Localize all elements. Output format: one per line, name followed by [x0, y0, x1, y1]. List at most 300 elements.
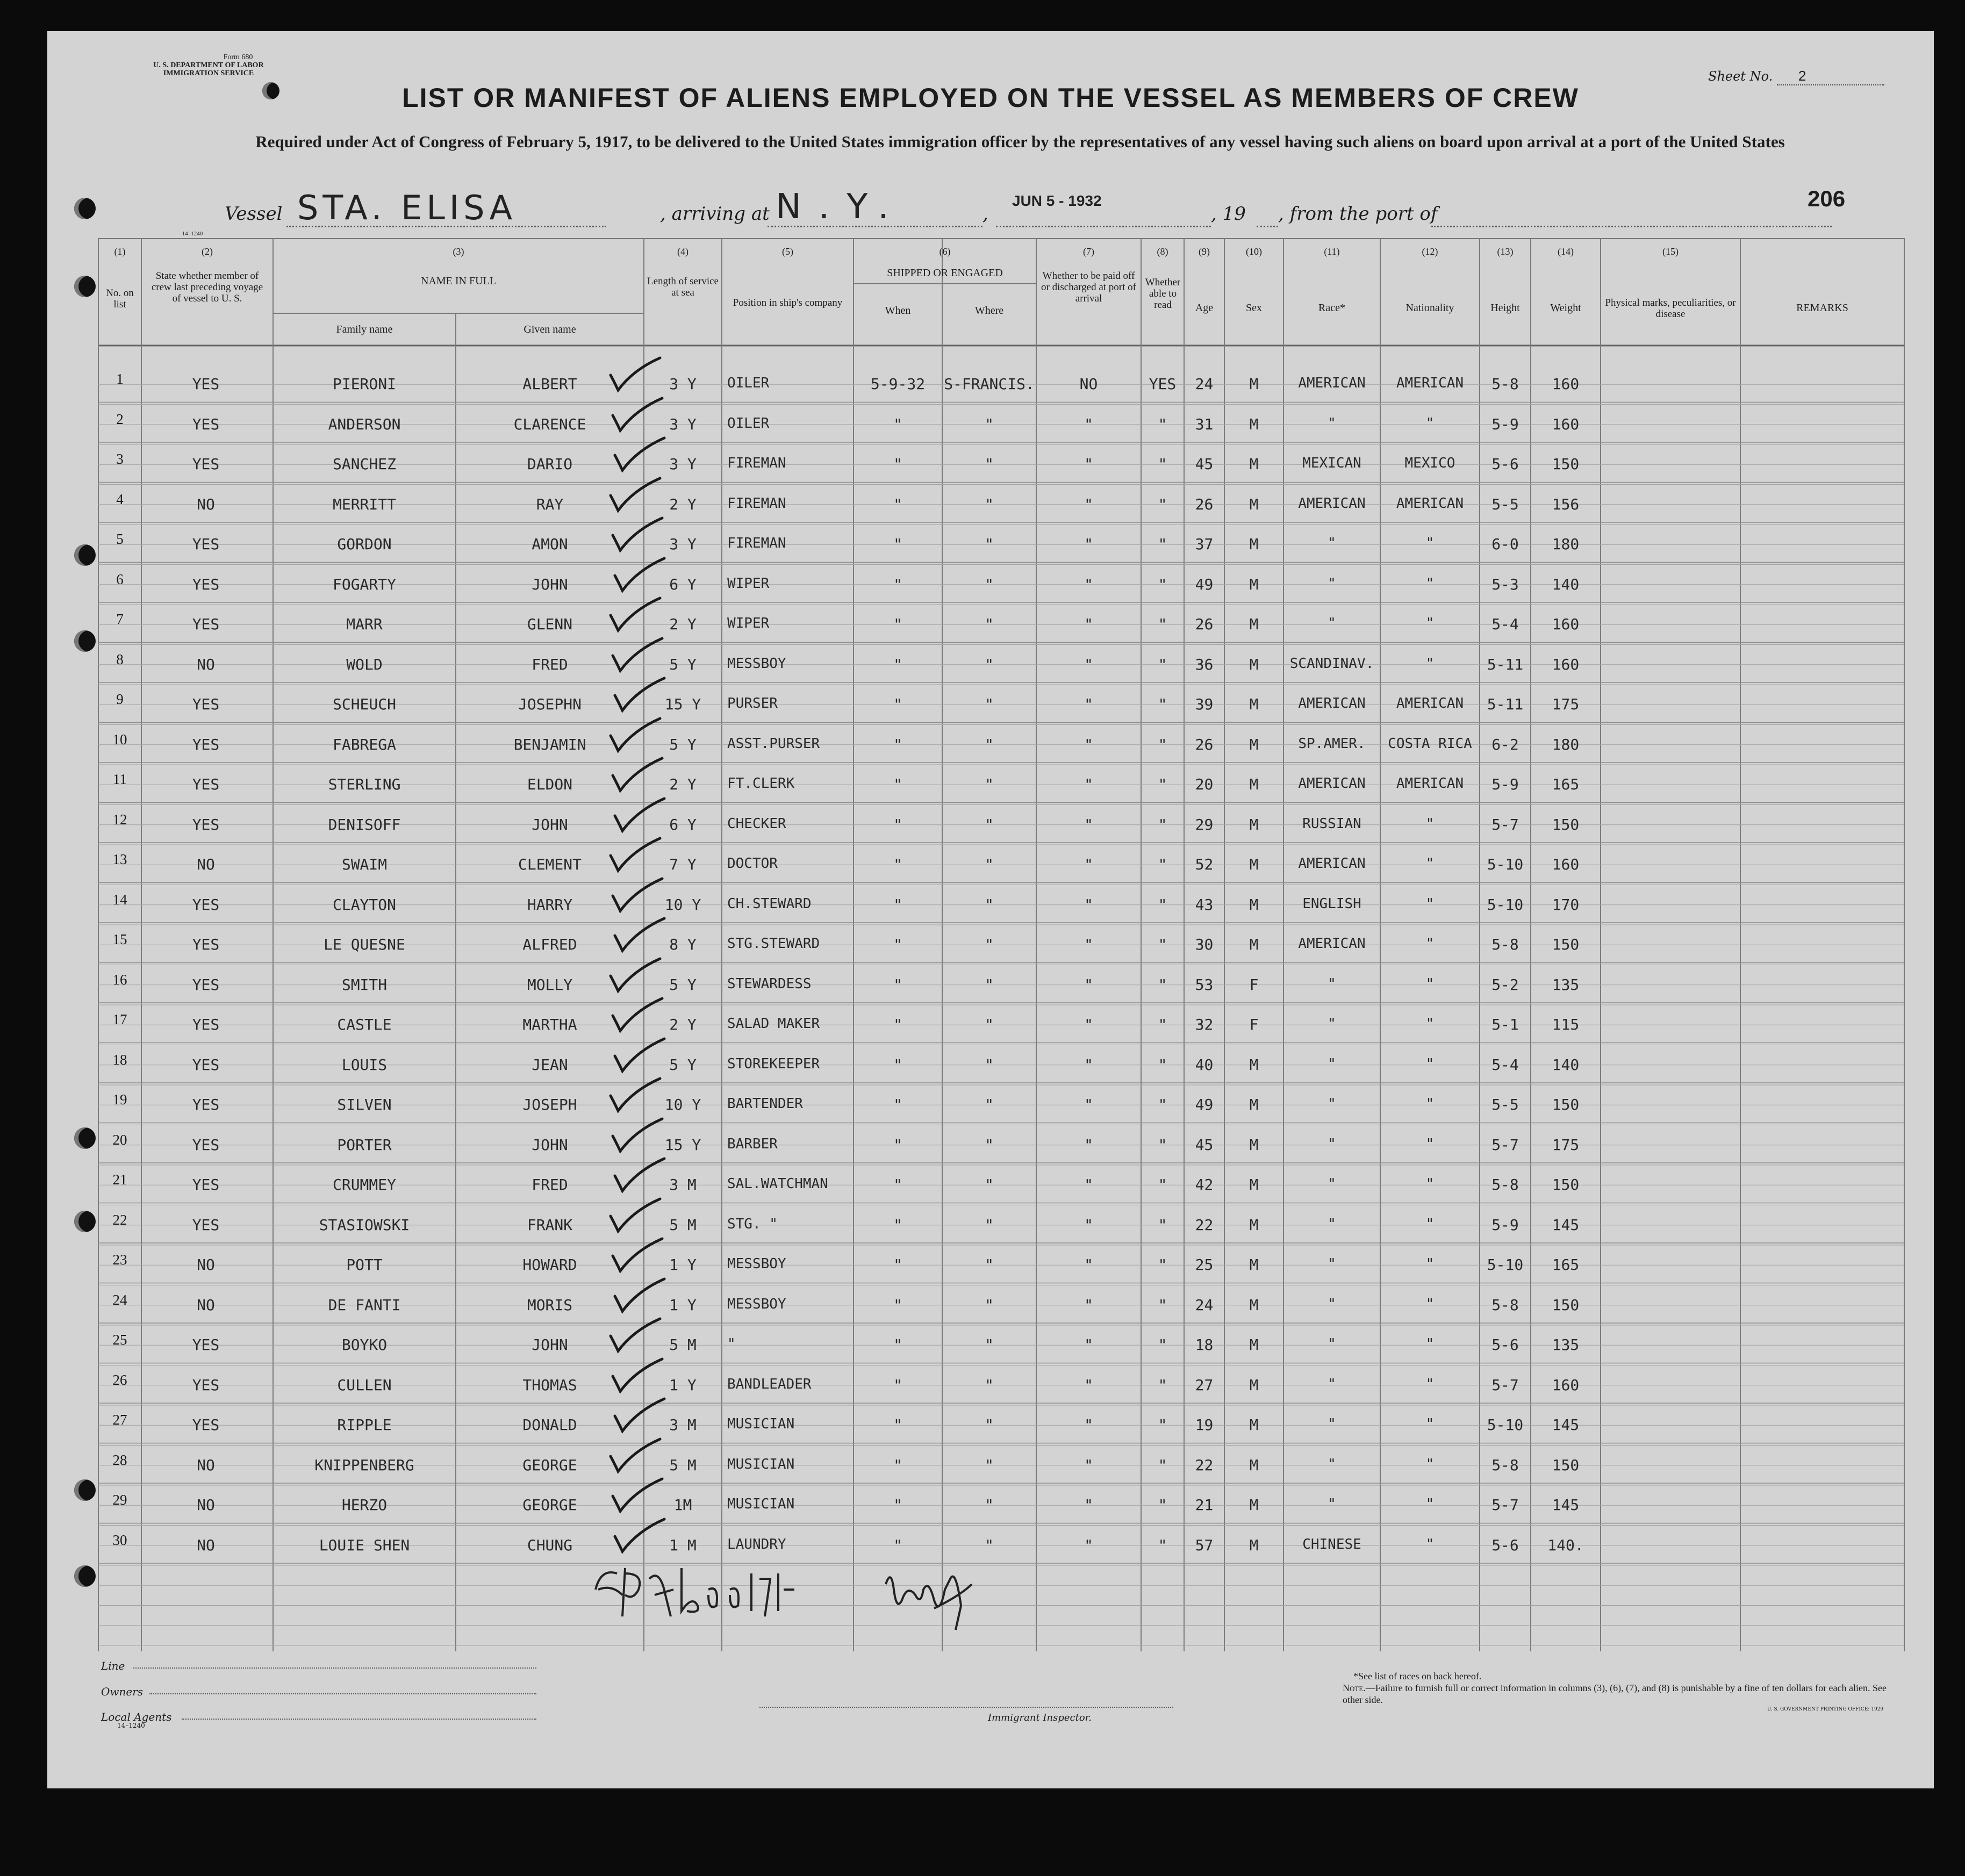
cell-nationality: " — [1425, 1296, 1435, 1312]
cell-weight: 140 — [1552, 1055, 1580, 1074]
cell-nationality: " — [1425, 1016, 1435, 1032]
column-number: (15) — [1662, 246, 1679, 257]
cell-sex: M — [1249, 655, 1259, 673]
check-mark-icon — [603, 1115, 668, 1158]
cell-nationality: AMERICAN — [1396, 695, 1464, 711]
cell-service-length: 1 Y — [669, 1256, 697, 1274]
cell-family-name: MARR — [346, 615, 383, 633]
cell-shipped-when: " — [893, 936, 902, 953]
cell-paid-off: " — [1084, 1096, 1093, 1113]
cell-family-name: RIPPLE — [337, 1416, 392, 1434]
cell-height: 5-6 — [1491, 455, 1519, 473]
cell-position: PURSER — [727, 695, 778, 711]
cell-service-length: 5 Y — [669, 735, 697, 753]
cell-family-name: KNIPPENBERG — [314, 1456, 414, 1474]
header-where: Where — [974, 305, 1004, 317]
fine-note: Note.—Failure to furnish full or correct information in columns (3), (6), (7), and (8) is punishable by a fine of ten dollars for each alien. See other side. — [1343, 1683, 1887, 1705]
cell-given-name: FRED — [532, 655, 568, 673]
cell-nationality: " — [1425, 1416, 1435, 1432]
cell-sex: M — [1249, 1496, 1259, 1514]
check-mark-icon — [601, 1435, 665, 1478]
cell-nationality: " — [1425, 1176, 1435, 1192]
cell-paid-off: " — [1084, 1176, 1093, 1194]
cell-previous-voyage: YES — [192, 1336, 220, 1354]
column-number: (14) — [1558, 246, 1574, 257]
cell-age: 45 — [1195, 455, 1214, 473]
cell-position: SALAD MAKER — [727, 1016, 820, 1032]
cell-family-name: POTT — [346, 1256, 383, 1274]
cell-sex: M — [1249, 1096, 1259, 1113]
cell-given-name: JOSEPHN — [518, 695, 582, 713]
cell-able-to-read: " — [1158, 936, 1167, 953]
cell-family-name: LE QUESNE — [324, 936, 405, 953]
cell-sex: M — [1249, 735, 1259, 753]
cell-given-name: ELDON — [527, 775, 573, 793]
cell-nationality: AMERICAN — [1396, 495, 1464, 512]
cell-nationality: " — [1425, 856, 1435, 872]
cell-given-name: JOHN — [532, 575, 568, 593]
cell-nationality: " — [1425, 1256, 1435, 1272]
cell-weight: 150 — [1552, 815, 1580, 833]
cell-paid-off: " — [1084, 815, 1093, 833]
cell-family-name: HERZO — [341, 1496, 388, 1514]
sheet-number-label: Sheet No. — [1708, 69, 1773, 84]
cell-row-number: 2 — [116, 411, 124, 427]
check-mark-icon — [601, 954, 665, 997]
cell-given-name: GLENN — [527, 615, 573, 633]
cell-position: MUSICIAN — [727, 1416, 795, 1432]
cell-shipped-when: " — [893, 735, 902, 753]
cell-service-length: 5 M — [669, 1216, 697, 1234]
cell-race: " — [1328, 1055, 1336, 1072]
cell-previous-voyage: YES — [192, 775, 220, 793]
cell-race: " — [1328, 1456, 1336, 1472]
cell-row-number: 18 — [112, 1051, 127, 1068]
cell-race: " — [1328, 1176, 1336, 1192]
service-label: IMMIGRATION SERVICE — [163, 69, 254, 77]
check-mark-icon — [605, 554, 670, 597]
cell-family-name: SANCHEZ — [332, 455, 396, 473]
header-race: Race* — [1318, 302, 1345, 314]
cell-height: 5-8 — [1491, 1296, 1519, 1314]
cell-shipped-where: " — [985, 815, 994, 833]
cell-row-number: 23 — [112, 1252, 127, 1268]
check-mark-icon — [603, 1475, 668, 1518]
cell-service-length: 8 Y — [669, 936, 697, 953]
cell-service-length: 15 Y — [664, 695, 701, 713]
cell-previous-voyage: YES — [192, 1096, 220, 1113]
cell-row-number: 13 — [112, 851, 127, 867]
check-mark-icon — [603, 1355, 668, 1398]
cell-weight: 160 — [1552, 375, 1580, 393]
cell-able-to-read: " — [1158, 1096, 1167, 1113]
cell-age: 24 — [1195, 375, 1214, 393]
check-mark-icon — [605, 1275, 670, 1318]
cell-shipped-where: " — [985, 1135, 994, 1154]
cell-position: STOREKEEPER — [727, 1055, 820, 1072]
check-mark-icon — [603, 754, 668, 797]
cell-height: 5-7 — [1491, 815, 1519, 833]
cell-able-to-read: " — [1158, 535, 1167, 553]
cell-given-name: JOHN — [532, 815, 568, 833]
cell-sex: F — [1249, 975, 1259, 994]
cell-given-name: DONALD — [522, 1416, 577, 1434]
cell-nationality: " — [1425, 1536, 1435, 1552]
cell-given-name: GEORGE — [522, 1456, 577, 1474]
cell-position: FIREMAN — [727, 535, 786, 551]
cell-age: 52 — [1195, 856, 1214, 873]
cell-shipped-where: " — [985, 1055, 994, 1074]
cell-race: AMERICAN — [1298, 856, 1366, 872]
cell-race: " — [1328, 1016, 1336, 1032]
inspector-label: Immigrant Inspector. — [988, 1712, 1092, 1723]
cell-service-length: 15 Y — [664, 1135, 701, 1154]
check-mark-icon — [605, 1034, 670, 1077]
cell-given-name: CLEMENT — [518, 856, 582, 873]
cell-given-name: DARIO — [527, 455, 573, 473]
cell-given-name: MORIS — [527, 1296, 573, 1314]
cell-age: 22 — [1195, 1216, 1214, 1234]
cell-race: AMERICAN — [1298, 936, 1366, 952]
cell-nationality: " — [1425, 1096, 1435, 1112]
cell-previous-voyage: YES — [192, 815, 220, 833]
cell-family-name: STASIOWSKI — [319, 1216, 410, 1234]
cell-age: 30 — [1195, 936, 1214, 953]
cell-position: BANDLEADER — [727, 1376, 812, 1392]
cell-shipped-where: " — [985, 895, 994, 914]
cell-service-length: 5 Y — [669, 655, 697, 673]
check-mark-icon — [605, 1395, 670, 1437]
cell-service-length: 2 Y — [669, 775, 697, 793]
cell-sex: M — [1249, 375, 1259, 393]
cell-paid-off: " — [1084, 575, 1093, 593]
cell-sex: M — [1249, 455, 1259, 473]
form-code: 14–1240 — [182, 231, 203, 237]
cell-height: 6-0 — [1491, 535, 1519, 553]
cell-race: " — [1328, 1416, 1336, 1432]
check-mark-icon — [601, 474, 665, 517]
cell-able-to-read: " — [1158, 895, 1167, 914]
local-agents-label: Local Agents — [101, 1710, 172, 1723]
cell-height: 5-8 — [1491, 375, 1519, 393]
cell-previous-voyage: YES — [192, 735, 220, 753]
cell-height: 5-7 — [1491, 1135, 1519, 1154]
cell-weight: 175 — [1552, 1135, 1580, 1154]
form-number: Form 680 — [223, 53, 253, 61]
cell-shipped-when: " — [893, 1296, 902, 1314]
cell-shipped-when: " — [893, 1256, 902, 1274]
cell-race: " — [1328, 1336, 1336, 1352]
cell-paid-off: " — [1084, 415, 1093, 433]
cell-race: AMERICAN — [1298, 495, 1366, 512]
cell-shipped-where: " — [985, 535, 994, 553]
cell-able-to-read: " — [1158, 1055, 1167, 1074]
binder-hole — [74, 198, 96, 219]
cell-able-to-read: " — [1158, 415, 1167, 433]
cell-weight: 180 — [1552, 535, 1580, 553]
header-weight: Weight — [1550, 302, 1581, 314]
cell-paid-off: " — [1084, 1055, 1093, 1074]
cell-race: " — [1328, 1096, 1336, 1112]
cell-position: BARBER — [727, 1135, 778, 1152]
cell-able-to-read: " — [1158, 1496, 1167, 1514]
cell-sex: M — [1249, 1256, 1259, 1274]
cell-paid-off: " — [1084, 975, 1093, 994]
column-number: (9) — [1199, 246, 1210, 257]
cell-shipped-when: " — [893, 815, 902, 833]
cell-service-length: 2 Y — [669, 495, 697, 513]
cell-paid-off: " — [1084, 1016, 1093, 1033]
column-number: (3) — [453, 246, 464, 257]
cell-age: 24 — [1195, 1296, 1214, 1314]
cell-previous-voyage: NO — [197, 1296, 215, 1314]
cell-position: FT.CLERK — [727, 775, 795, 792]
column-number: (6) — [939, 246, 951, 257]
cell-weight: 160 — [1552, 1376, 1580, 1394]
cell-race: " — [1328, 575, 1336, 592]
cell-nationality: " — [1425, 895, 1435, 912]
cell-weight: 150 — [1552, 936, 1580, 953]
cell-height: 5-2 — [1491, 975, 1519, 994]
cell-given-name: CLARENCE — [513, 415, 586, 433]
cell-family-name: CLAYTON — [332, 895, 396, 914]
cell-service-length: 1 M — [669, 1536, 697, 1554]
cell-able-to-read: " — [1158, 495, 1167, 513]
cell-position: MESSBOY — [727, 1256, 786, 1272]
cell-nationality: " — [1425, 615, 1435, 631]
cell-paid-off: " — [1084, 1456, 1093, 1474]
cell-family-name: SCHEUCH — [332, 695, 396, 713]
cell-race: " — [1328, 1256, 1336, 1272]
arriving-label: , arriving at — [660, 203, 770, 225]
cell-shipped-where: " — [985, 655, 994, 673]
cell-paid-off: " — [1084, 535, 1093, 553]
cell-sex: M — [1249, 775, 1259, 793]
cell-age: 21 — [1195, 1496, 1214, 1514]
cell-paid-off: " — [1084, 455, 1093, 473]
cell-race: MEXICAN — [1302, 455, 1361, 471]
cell-previous-voyage: YES — [192, 1016, 220, 1033]
cell-position: MESSBOY — [727, 655, 786, 672]
cell-row-number: 20 — [112, 1131, 127, 1148]
cell-previous-voyage: YES — [192, 1416, 220, 1434]
cell-sex: M — [1249, 1376, 1259, 1394]
cell-given-name: JOHN — [532, 1336, 568, 1354]
cell-row-number: 19 — [112, 1091, 127, 1108]
cell-age: 22 — [1195, 1456, 1214, 1474]
vessel-label: Vessel — [225, 203, 283, 225]
cell-row-number: 26 — [112, 1371, 127, 1388]
cell-family-name: LOUIS — [341, 1055, 388, 1074]
cell-previous-voyage: YES — [192, 695, 220, 713]
header-paid-off: Whether to be paid off or discharged at port of arrival — [1041, 270, 1136, 304]
cell-able-to-read: " — [1158, 775, 1167, 793]
cell-race: " — [1328, 1135, 1336, 1152]
cell-position: DOCTOR — [727, 856, 778, 872]
cell-position: MUSICIAN — [727, 1496, 795, 1512]
cell-able-to-read: " — [1158, 615, 1167, 633]
cell-age: 36 — [1195, 655, 1214, 673]
cell-shipped-where: " — [985, 1296, 994, 1314]
cell-given-name: FRED — [532, 1176, 568, 1194]
cell-age: 26 — [1195, 615, 1214, 633]
cell-family-name: BOYKO — [341, 1336, 388, 1354]
cell-previous-voyage: NO — [197, 1256, 215, 1274]
arriving-port: N.Y. — [776, 187, 906, 227]
check-mark-icon — [601, 714, 665, 757]
cell-service-length: 3 Y — [669, 415, 697, 433]
cell-nationality: " — [1425, 1135, 1435, 1152]
cell-service-length: 6 Y — [669, 575, 697, 593]
cell-sex: M — [1249, 1416, 1259, 1434]
cell-given-name: MOLLY — [527, 975, 573, 994]
cell-shipped-where: " — [985, 1256, 994, 1274]
cell-weight: 160 — [1552, 655, 1580, 673]
cell-shipped-where: " — [985, 415, 994, 433]
header-physical-marks: Physical marks, peculiarities, or disease — [1605, 297, 1736, 320]
cell-able-to-read: " — [1158, 1416, 1167, 1434]
handwritten-signature — [585, 1557, 1068, 1633]
cell-height: 5-10 — [1487, 895, 1524, 914]
cell-age: 20 — [1195, 775, 1214, 793]
cell-position: ASST.PURSER — [727, 735, 820, 752]
cell-race: AMERICAN — [1298, 375, 1366, 391]
cell-family-name: CULLEN — [337, 1376, 392, 1394]
cell-row-number: 16 — [112, 971, 127, 988]
cell-previous-voyage: YES — [192, 415, 220, 433]
cell-service-length: 6 Y — [669, 815, 697, 833]
cell-previous-voyage: NO — [197, 1456, 215, 1474]
header-shipped-engaged: SHIPPED OR ENGAGED — [887, 267, 1003, 279]
cell-able-to-read: " — [1158, 1296, 1167, 1314]
cell-sex: M — [1249, 936, 1259, 953]
cell-shipped-where: " — [985, 1016, 994, 1033]
cell-shipped-when: " — [893, 1336, 902, 1354]
cell-paid-off: " — [1084, 1216, 1093, 1234]
cell-previous-voyage: YES — [192, 1135, 220, 1154]
cell-weight: 156 — [1552, 495, 1580, 513]
cell-previous-voyage: YES — [192, 455, 220, 473]
page-title: LIST OR MANIFEST OF ALIENS EMPLOYED ON THE VESSEL AS MEMBERS OF CREW — [402, 83, 1579, 113]
cell-shipped-when: " — [893, 1496, 902, 1514]
cell-sex: M — [1249, 1135, 1259, 1154]
cell-given-name: AMON — [532, 535, 568, 553]
cell-previous-voyage: NO — [197, 655, 215, 673]
cell-weight: 145 — [1552, 1216, 1580, 1234]
cell-height: 5-6 — [1491, 1536, 1519, 1554]
line-label: Line — [101, 1659, 125, 1672]
cell-able-to-read: " — [1158, 1016, 1167, 1033]
cell-family-name: LOUIE SHEN — [319, 1536, 410, 1554]
cell-given-name: THOMAS — [522, 1376, 577, 1394]
cell-height: 5-9 — [1491, 775, 1519, 793]
cell-row-number: 7 — [116, 611, 124, 627]
cell-nationality: " — [1425, 1496, 1435, 1512]
cell-shipped-where: " — [985, 1176, 994, 1194]
cell-position: CH.STEWARD — [727, 895, 812, 912]
cell-position: MESSBOY — [727, 1296, 786, 1312]
cell-shipped-where: S-FRANCIS. — [944, 375, 1035, 393]
header-height: Height — [1490, 302, 1520, 314]
cell-nationality: " — [1425, 535, 1435, 551]
column-number: (11) — [1324, 246, 1340, 257]
cell-age: 27 — [1195, 1376, 1214, 1394]
cell-row-number: 25 — [112, 1332, 127, 1348]
cell-paid-off: " — [1084, 775, 1093, 793]
cell-shipped-where: " — [985, 615, 994, 633]
cell-family-name: STERLING — [328, 775, 401, 793]
cell-shipped-where: " — [985, 1216, 994, 1234]
cell-shipped-when: " — [893, 615, 902, 633]
cell-shipped-when: " — [893, 1135, 902, 1154]
cell-shipped-where: " — [985, 775, 994, 793]
cell-paid-off: " — [1084, 1296, 1093, 1314]
cell-given-name: JOSEPH — [522, 1096, 577, 1113]
cell-position: FIREMAN — [727, 455, 786, 471]
cell-height: 5-10 — [1487, 1256, 1524, 1274]
column-number: (5) — [782, 246, 793, 257]
cell-family-name: CASTLE — [337, 1016, 392, 1033]
cell-weight: 160 — [1552, 856, 1580, 873]
cell-race: SCANDINAV. — [1289, 655, 1374, 672]
cell-position: CHECKER — [727, 815, 786, 832]
cell-shipped-when: " — [893, 775, 902, 793]
cell-row-number: 24 — [112, 1291, 127, 1308]
cell-given-name: JOHN — [532, 1135, 568, 1154]
cell-given-name: RAY — [536, 495, 564, 513]
footer-form-code: 14–1240 — [117, 1722, 145, 1729]
cell-height: 5-3 — [1491, 575, 1519, 593]
cell-service-length: 5 M — [669, 1456, 697, 1474]
cell-age: 43 — [1195, 895, 1214, 914]
footer-notes — [1343, 1670, 1891, 1706]
cell-sex: M — [1249, 1176, 1259, 1194]
header-name-in-full: NAME IN FULL — [421, 275, 496, 287]
sheet-number-value: 2 — [1777, 68, 1884, 85]
cell-given-name: HARRY — [527, 895, 573, 914]
cell-weight: 140. — [1547, 1536, 1584, 1554]
cell-shipped-where: " — [985, 1536, 994, 1554]
cell-sex: M — [1249, 1296, 1259, 1314]
cell-nationality: AMERICAN — [1396, 775, 1464, 792]
header-able-read: Whether able to read — [1145, 277, 1181, 311]
cell-paid-off: NO — [1079, 375, 1098, 393]
cell-shipped-when: " — [893, 1456, 902, 1474]
cell-age: 26 — [1195, 735, 1214, 753]
cell-nationality: " — [1425, 1456, 1435, 1472]
cell-able-to-read: " — [1158, 575, 1167, 593]
header-previous-voyage: State whether member of crew last preceding voyage of vessel to U. S. — [151, 270, 263, 304]
cell-position: MUSICIAN — [727, 1456, 795, 1472]
cell-shipped-when: " — [893, 415, 902, 433]
cell-shipped-where: " — [985, 495, 994, 513]
cell-position: WIPER — [727, 615, 770, 631]
cell-race: " — [1328, 415, 1336, 432]
cell-able-to-read: YES — [1149, 375, 1177, 393]
cell-given-name: HOWARD — [522, 1256, 577, 1274]
cell-race: " — [1328, 615, 1336, 631]
cell-family-name: PORTER — [337, 1135, 392, 1154]
cell-shipped-where: " — [985, 975, 994, 994]
cell-service-length: 5 Y — [669, 975, 697, 994]
cell-position: OILER — [727, 415, 770, 432]
cell-age: 40 — [1195, 1055, 1214, 1074]
cell-paid-off: " — [1084, 1135, 1093, 1154]
cell-race: " — [1328, 1216, 1336, 1232]
cell-given-name: ALFRED — [522, 936, 577, 953]
cell-shipped-when: " — [893, 856, 902, 873]
cell-given-name: MARTHA — [522, 1016, 577, 1033]
